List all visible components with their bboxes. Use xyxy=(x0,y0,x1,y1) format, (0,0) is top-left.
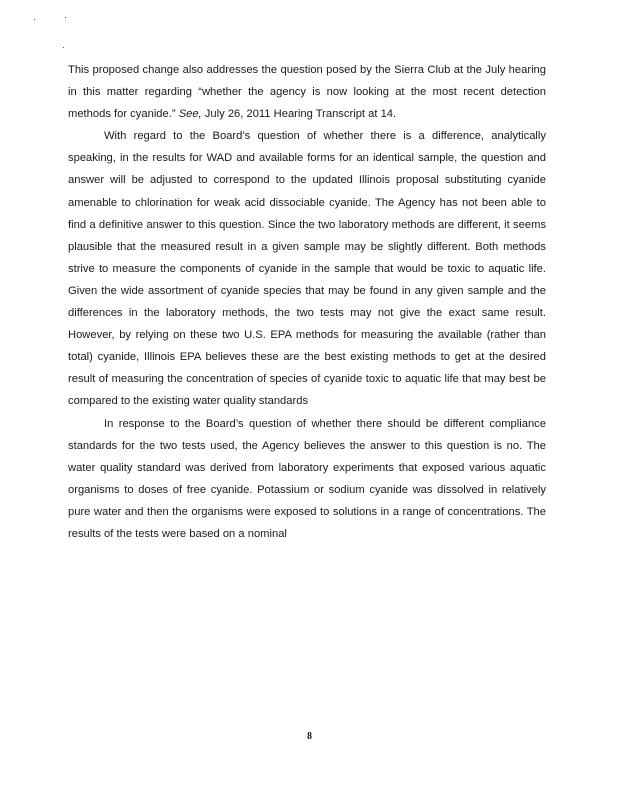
paragraph-text: This proposed change also addresses the question posed by the Sierra Club at the July hearing in this matter regarding “whether the agency is now looking at the most recent detection methods for cyanide.” xyxy=(68,64,546,121)
paragraph-wad-analysis xyxy=(68,125,546,412)
citation-text: July 26, 2011 Hearing Transcript at 14. xyxy=(201,108,397,121)
scan-speck xyxy=(65,17,66,18)
scan-speck xyxy=(34,19,35,20)
paragraph-compliance-standards xyxy=(68,413,546,546)
paragraph-text: In response to the Board’s question of whether there should be different compliance standards for the two tests used, the Agency believes the answer to this question is no. The water quality standard was derived from laboratory experiments that exposed various aquatic organisms to doses of free cyanide. Potassium or sodium cyanide was dissolved in relatively pure water and then the organisms were exposed to solutions in a range of concentrations. The results of the tests were based on a nominal xyxy=(68,417,546,540)
page-number: 8 xyxy=(307,731,312,742)
citation-signal: See, xyxy=(178,108,202,121)
scan-speck xyxy=(63,47,64,48)
body-text xyxy=(68,59,546,545)
paragraph-sierra-club xyxy=(68,59,546,125)
paragraph-text: With regard to the Board’s question of whether there is a difference, analytically speaking, in the results for WAD and available forms for an identical sample, the question and answer will be adjusted to correspond to the updated Illinois proposal substituting cyanide amenable to chlorination for weak acid dissociable cyanide. The Agency has not been able to find a definitive answer to this question. Since the two laboratory methods are different, it seems plausible that the measured result in a given sample may be slightly different. Both methods strive to measure the components of cyanide in the sample that would be toxic to aquatic life. Given the wide assortment of cyanide species that may be found in any given sample and the differences in the laboratory methods, the two tests may not give the exact same result. However, by relying on these two U.S. EPA methods for measuring the available (rather than total) cyanide, Illinois EPA believes these are the best existing methods to get at the desired result of measuring the concentration of species of cyanide toxic to aquatic life that may best be compared to the existing water quality standards xyxy=(68,130,546,408)
